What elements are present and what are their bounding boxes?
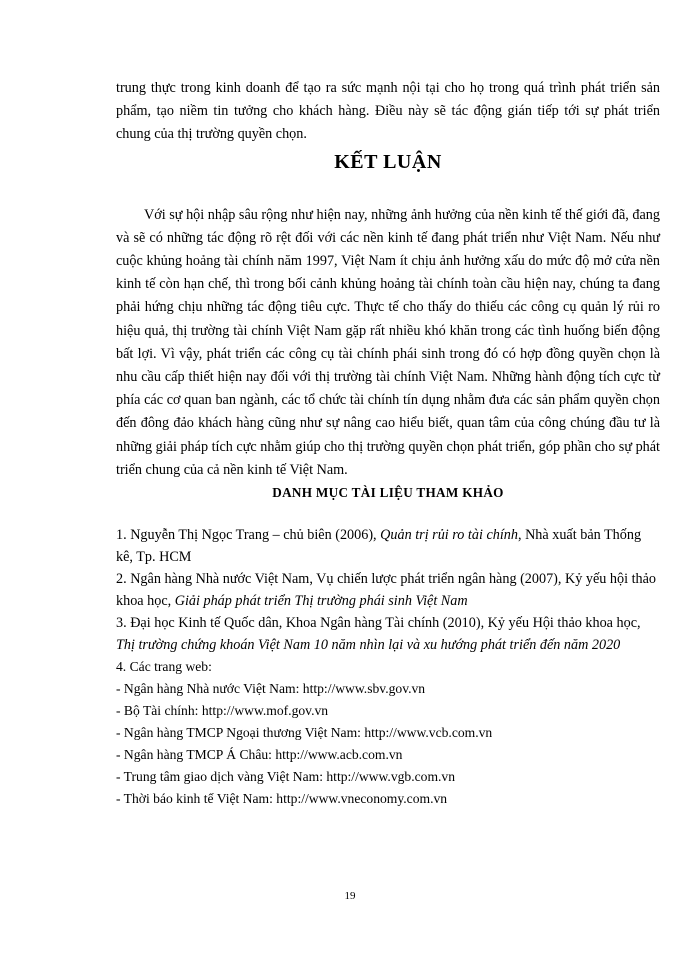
website-url[interactable]: http://www.vneconomy.com.vn xyxy=(276,791,448,807)
website-item xyxy=(116,788,660,810)
references-list xyxy=(116,524,660,810)
website-url[interactable]: http://www.sbv.gov.vn xyxy=(302,681,426,697)
website-name: - Trung tâm giao dịch vàng Việt Nam: xyxy=(116,769,327,785)
reference-title: Quản trị rủi ro tài chính xyxy=(380,527,518,544)
conclusion-paragraph: Với sự hội nhập sâu rộng như hiện nay, những ảnh hưởng của nền kinh tế thế giới đã, đang và sẽ có những tác động rõ rệt đối với các nền kinh tế đang phát triển như Việt Nam. Nếu như cuộc khủng hoảng tài chính năm 1997, Việt Nam ít chịu ảnh hưởng xấu do mức độ mở cửa nền kinh tế còn hạn chế, thì trong bối cảnh khủng hoảng tài chính toàn cầu hiện nay, chúng ta đang phải hứng chịu những tác động tiêu cực. Thực tế cho thấy do thiếu các công cụ quản lý rủi ro hiệu quả, thị trường tài chính Việt Nam gặp rất nhiều khó khăn trong các tình huống biến động bất lợi. Vì vậy, phát triển các công cụ tài chính phái sinh trong đó có hợp đồng quyền chọn là nhu cầu cấp thiết hiện nay đối với thị trường tài chính Việt Nam. Những hành động tích cực từ phía các cơ quan ban ngành, các tổ chức tài chính tín dụng nhằm đưa các sản phẩm quyền chọn đến đông đảo khách hàng cũng như sự nâng cao hiểu biết, quan tâm của công chúng đầu tư là những giải pháp tích cực nhằm giúp cho thị trường quyền chọn phát triển, góp phần cho sự phát triển chung của cả nền kinh tế Việt Nam. xyxy=(116,206,660,478)
reference-text: 1. Nguyễn Thị Ngọc Trang – chủ biên (2006), xyxy=(116,527,381,544)
reference-text: 3. Đại học Kinh tế Quốc dân, Khoa Ngân hàng Tài chính (2010), Kỷ yếu Hội thảo khoa học, xyxy=(116,615,641,632)
references-heading: DANH MỤC TÀI LIỆU THAM KHẢO xyxy=(272,485,504,501)
website-item xyxy=(116,700,660,722)
website-name: - Ngân hàng TMCP Á Châu: xyxy=(116,747,276,763)
website-url[interactable]: http://www.vgb.com.vn xyxy=(326,769,456,785)
website-item xyxy=(116,722,660,744)
website-name: - Bộ Tài chính: xyxy=(116,703,202,719)
reference-item xyxy=(116,612,660,656)
website-name: - Thời báo kinh tế Việt Nam: xyxy=(116,791,277,807)
reference-title: Thị trường chứng khoán Việt Nam 10 năm nhìn lại và xu hướng phát triển đến năm 2020 xyxy=(116,637,621,654)
conclusion-heading: KẾT LUẬN xyxy=(334,150,442,173)
reference-text: , Nhà xuất bản Thống kê, Tp. HCM xyxy=(116,527,642,566)
website-item xyxy=(116,678,660,700)
document-page xyxy=(116,77,660,810)
website-url[interactable]: http://www.vcb.com.vn xyxy=(364,725,493,741)
reference-item xyxy=(116,568,660,612)
website-url[interactable]: http://www.acb.com.vn xyxy=(275,747,403,763)
reference-title: Giải pháp phát triển Thị trường phái sinh Việt Nam xyxy=(174,593,468,610)
website-item xyxy=(116,766,660,788)
website-url[interactable]: http://www.mof.gov.vn xyxy=(201,703,329,719)
reference-text: 2. Ngân hàng Nhà nước Việt Nam, Vụ chiến lược phát triển ngân hàng (2007), Kỷ yếu hội thảo khoa học, xyxy=(116,571,657,610)
website-item xyxy=(116,744,660,766)
websites-heading: 4. Các trang web: xyxy=(116,659,212,675)
website-name: - Ngân hàng Nhà nước Việt Nam: xyxy=(116,681,303,697)
page-number: 19 xyxy=(344,890,356,902)
reference-item xyxy=(116,524,660,568)
website-name: - Ngân hàng TMCP Ngoại thương Việt Nam: xyxy=(116,725,365,741)
intro-paragraph: trung thực trong kinh doanh để tạo ra sức mạnh nội tại cho họ trong quá trình phát triển sản phẩm, tạo niềm tin tưởng cho khách hàng. Điều này sẽ tác động gián tiếp tới sự phát triển chung của thị trường quyền chọn. xyxy=(116,80,660,143)
